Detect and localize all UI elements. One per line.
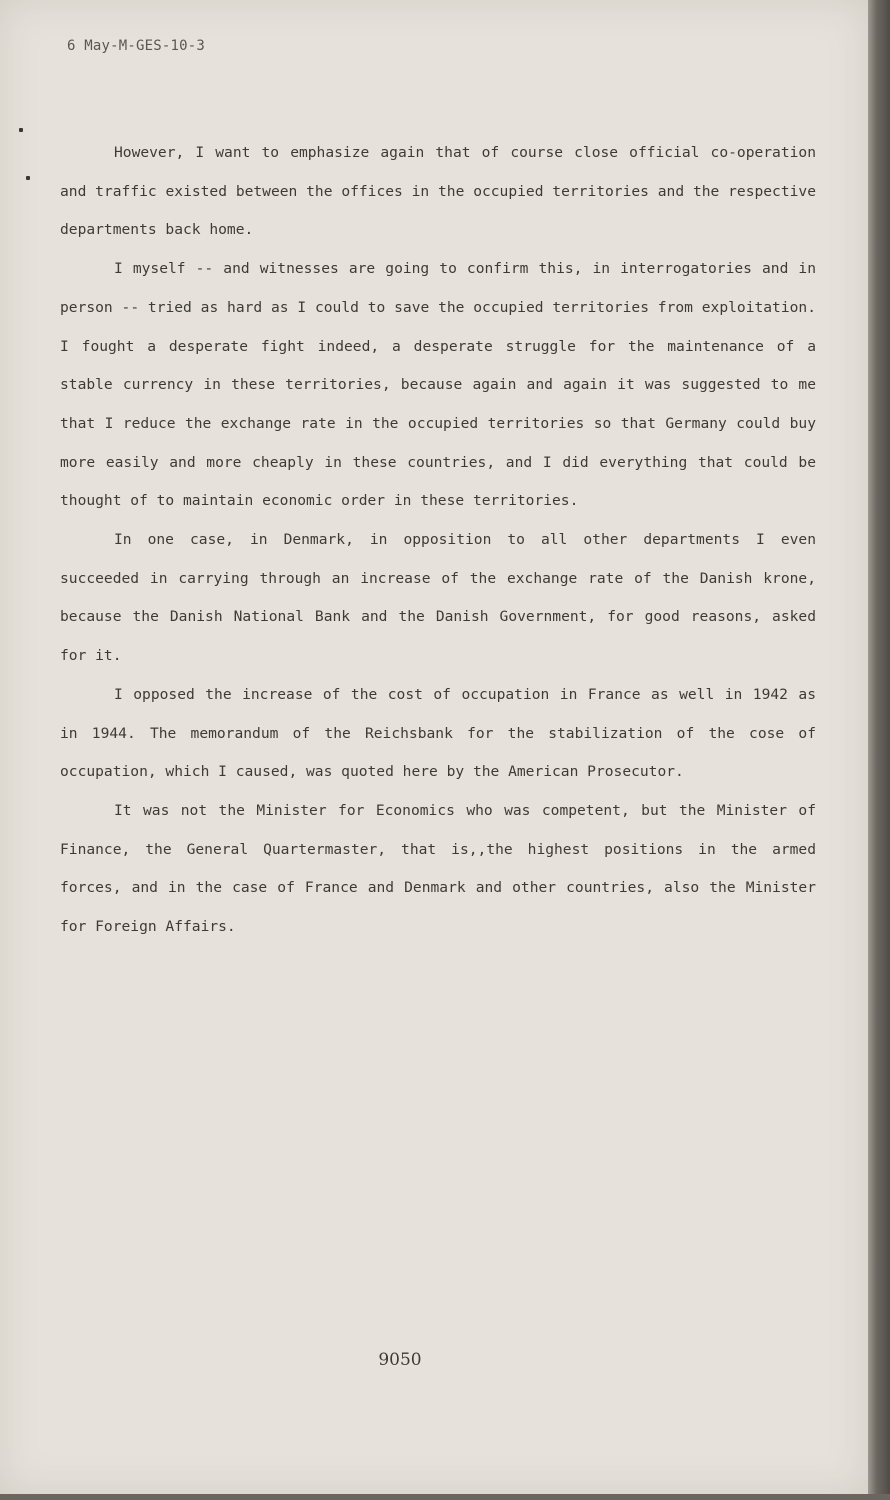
paragraph-3: In one case, in Denmark, in opposition to all other departments I even succeeded in carrying through an increase of the exchange rate of the Danish krone, because the Danish National Bank and the Danish Government, for good reasons, asked for it. bbox=[60, 531, 816, 665]
page-number: 9050 bbox=[378, 1350, 422, 1370]
document-body bbox=[60, 134, 816, 947]
page-edge-shadow bbox=[868, 0, 890, 1500]
binding-hole-mark bbox=[26, 176, 30, 180]
paragraph-4: I opposed the increase of the cost of occupation in France as well in 1942 as in 1944. The memorandum of the Reichsbank for the stabilization of the cose of occupation, which I caused, was quoted here by the American Prosecutor. bbox=[60, 685, 816, 781]
paragraph-1: However, I want to emphasize again that of course close official co-operation and traffic existed between the offices in the occupied territories and the respective departments back home. bbox=[60, 144, 816, 239]
paragraph-2: I myself -- and witnesses are going to confirm this, in interrogatories and in person -- tried as hard as I could to save the occupied territories from exploitation. I fought a desperate fight indeed, a desperate struggle for the maintenance of a stable currency in these territories, because again and again it was suggested to me that I reduce the exchange rate in the occupied territories so that Germany could buy more easily and more cheaply in these countries, and I did everything that could be thought of to maintain economic order in these territories. bbox=[60, 260, 816, 510]
page-bottom-edge bbox=[0, 1494, 890, 1500]
binding-hole-mark bbox=[19, 128, 23, 132]
paragraph-5: It was not the Minister for Economics who was competent, but the Minister of Finance, the General Quartermaster, that is,,the highest positions in the armed forces, and in the case of France and Denmark and other countries, also the Minister for Foreign Affairs. bbox=[60, 801, 816, 936]
document-reference: 6 May-M-GES-10-3 bbox=[67, 38, 206, 54]
